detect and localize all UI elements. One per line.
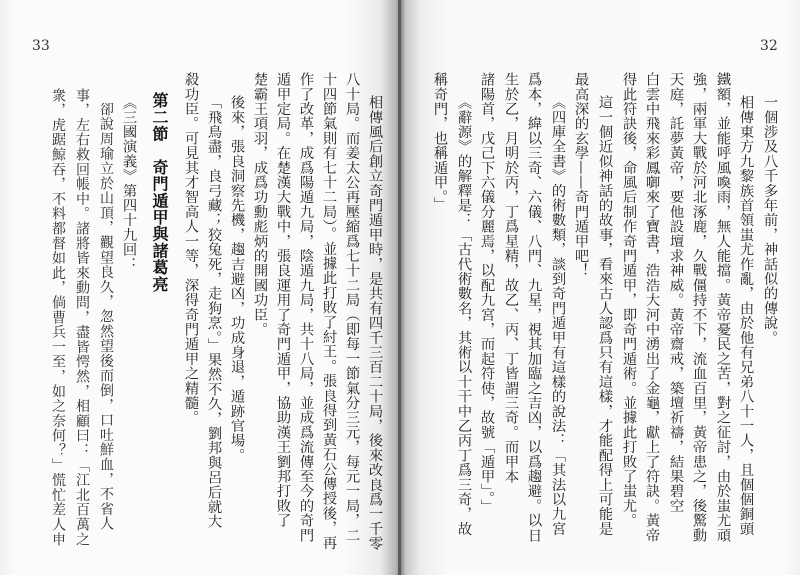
text-column: 作了改革，成爲陽遁九局，陰遁九局，共十八局，並成爲流傳至今的奇門	[298, 72, 314, 543]
text-column: 最高深的玄學——奇門遁甲吧！	[573, 72, 589, 278]
text-column: 這一個近似神話的故事，看來古人認爲只有這樣，才能配得上可能是	[597, 95, 613, 536]
text-column: 殺功臣。可見其才智高人一等，深得奇門遁甲之精髓。	[183, 72, 199, 425]
text-column: 八十局。而姜太公再壓縮爲七十二局（即每一節氣分三元，每元一局，二	[344, 72, 360, 543]
text-column: 生於乙，月明於丙，丁爲星精，故乙、丙、丁皆謂三奇。而甲本	[503, 72, 519, 484]
text-column: 白雲中飛來彩鳳啣來了寶書，浩浩大河中湧出了金龜，獻上了符訣。黃帝	[644, 72, 660, 543]
quote-column: 衆，虎踞鯨吞，不料都督如此，倘曹兵一至，如之奈何？」慌忙差人申	[50, 88, 65, 547]
text-column: 《四庫全書》的術數類，談到奇門遁甲有這樣的說法：「其法以九宮	[550, 95, 566, 536]
text-column: 一個涉及八千多年前，神話似的傳說。	[762, 95, 778, 345]
text-column: 遁甲定局。在楚漢大戰中，張良運用了奇門遁甲，協助漢王劉邦打敗了	[275, 72, 291, 528]
text-column: 相傳東方九黎族首領蚩尤作亂，由於他有兄弟八十一人，且個個銅頭	[738, 95, 754, 536]
text-column: 爲本，緯以三奇、六儀、八門、九星，視其加臨之吉凶，以爲趨避。以日	[526, 72, 542, 543]
text-column: 天庭，託夢黃帝，要他設壇求神威。黃帝齋戒，築壇祈禱，結果碧空	[668, 72, 684, 513]
quote-column: 卻說周瑜立於山頂，觀望良久，忽然望後而倒，口吐鮮血，不省人	[98, 102, 113, 532]
text-column: 諸陽首，戊己下六儀分麗焉，以配九宮，而起符使，故號「遁甲」。」	[479, 72, 495, 514]
text-column: 後來，張良洞察先機，趨吉避凶，功成身退，遁跡官場。	[229, 95, 245, 463]
page-number: 32	[760, 38, 778, 54]
text-column: 《辭源》的解釋是：「古代術數名，其術以十干中乙丙丁爲三奇，故	[456, 95, 472, 536]
citation-line: 《三國演義》第四十九回：	[121, 95, 137, 272]
text-column: 相傳風后創立奇門遁甲時，是共有四千三百二十局，後來改良爲一千零	[367, 95, 383, 551]
section-heading: 第二節 奇門遁甲與諸葛亮	[150, 92, 169, 293]
text-column: 鐵額，並能呼風喚雨，無人能擋。黃帝憂民之苦，對之征討，由於蚩尤頑	[715, 72, 731, 543]
text-column: 得此符訣後，命風后制作奇門遁甲，即奇門遁術。並據此打敗了蚩尤。	[621, 72, 637, 528]
text-column: 「飛鳥盡，良弓藏；狡兔死，走狗烹。」果然不久，劉邦與呂后就大	[206, 95, 222, 529]
text-column: 十四節氣則有七十二局）。並據此打敗了紂王。張良得到黃石公傳授後，再	[321, 72, 337, 550]
quote-column: 事，左右救回帳中。諸將皆來動問，盡皆愕然，相顧曰：「江北百萬之	[74, 88, 89, 547]
text-column: 強，兩軍大戰於河北涿鹿，久戰僵持不下，流血百里，黃帝患之，後驚動	[691, 72, 707, 543]
right-page	[400, 0, 800, 575]
text-column: 楚霸王項羽，成爲功勳彪炳的開國功臣。	[252, 72, 268, 337]
page-number: 33	[32, 38, 50, 54]
text-column: 稱奇門，也稱遁甲。」	[432, 72, 448, 212]
book-gutter	[398, 0, 401, 575]
